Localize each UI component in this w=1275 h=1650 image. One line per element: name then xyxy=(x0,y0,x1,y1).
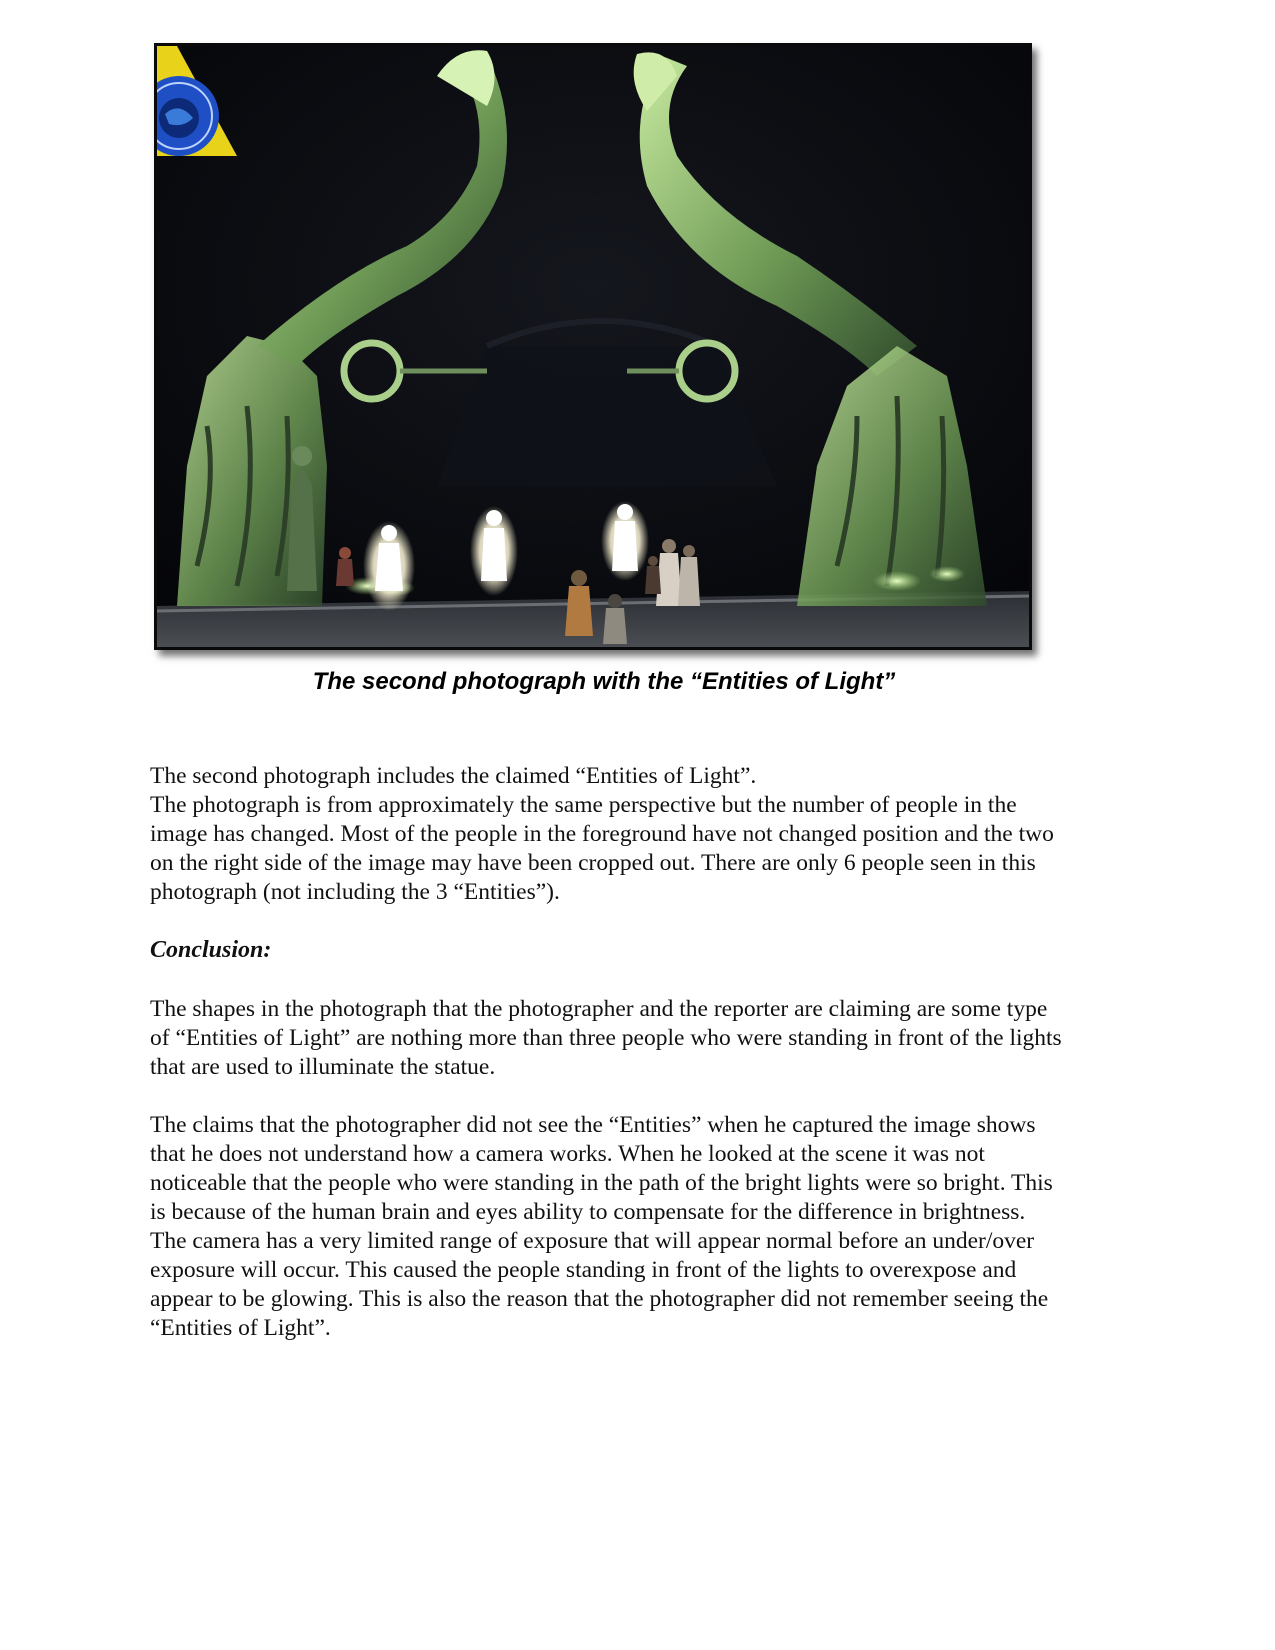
text-line: The camera has a very limited range of exposure that will appear normal before an under/over xyxy=(150,1228,1035,1254)
figure-caption: The second photograph with the “Entities of Light” xyxy=(312,668,896,695)
text-line: photograph (not including the 3 “Entities”). xyxy=(150,879,560,905)
text-line: that are used to illuminate the statue. xyxy=(150,1054,496,1080)
text-line: “Entities of Light”. xyxy=(150,1315,331,1341)
statue-arch-illustration xyxy=(157,46,1029,647)
text-line: appear to be glowing. This is also the reason that the photographer did not remember seeing the xyxy=(150,1286,1049,1312)
night-photograph xyxy=(154,43,1032,650)
entity-figure xyxy=(470,506,518,596)
text-line: of “Entities of Light” are nothing more than three people who were standing in front of the lights xyxy=(150,1025,1062,1051)
conclusion-paragraph-2 xyxy=(150,1111,1130,1343)
entity-figure xyxy=(363,521,415,611)
text-line: The second photograph includes the claimed “Entities of Light”. xyxy=(150,763,757,789)
text-line: The claims that the photographer did not see the “Entities” when he captured the image shows xyxy=(150,1112,1036,1138)
text-line: is because of the human brain and eyes ability to compensate for the difference in brightness. xyxy=(150,1199,1026,1225)
intro-paragraph xyxy=(150,762,1130,907)
text-line: exposure will occur. This caused the people standing in front of the lights to overexpose and xyxy=(150,1257,1017,1283)
text-line: on the right side of the image may have been cropped out. There are only 6 people seen in this xyxy=(150,850,1036,876)
conclusion-heading: Conclusion: xyxy=(150,937,272,963)
entity-figure xyxy=(601,501,649,581)
text-line: The shapes in the photograph that the photographer and the reporter are claiming are some type xyxy=(150,996,1048,1022)
conclusion-paragraph-1 xyxy=(150,995,1130,1082)
text-line: that he does not understand how a camera works. When he looked at the scene it was not xyxy=(150,1141,985,1167)
text-line: The photograph is from approximately the same perspective but the number of people in the xyxy=(150,792,1017,818)
text-line: image has changed. Most of the people in the foreground have not changed position and the two xyxy=(150,821,1054,847)
text-line: noticeable that the people who were standing in the path of the bright lights were so bright. This xyxy=(150,1170,1053,1196)
